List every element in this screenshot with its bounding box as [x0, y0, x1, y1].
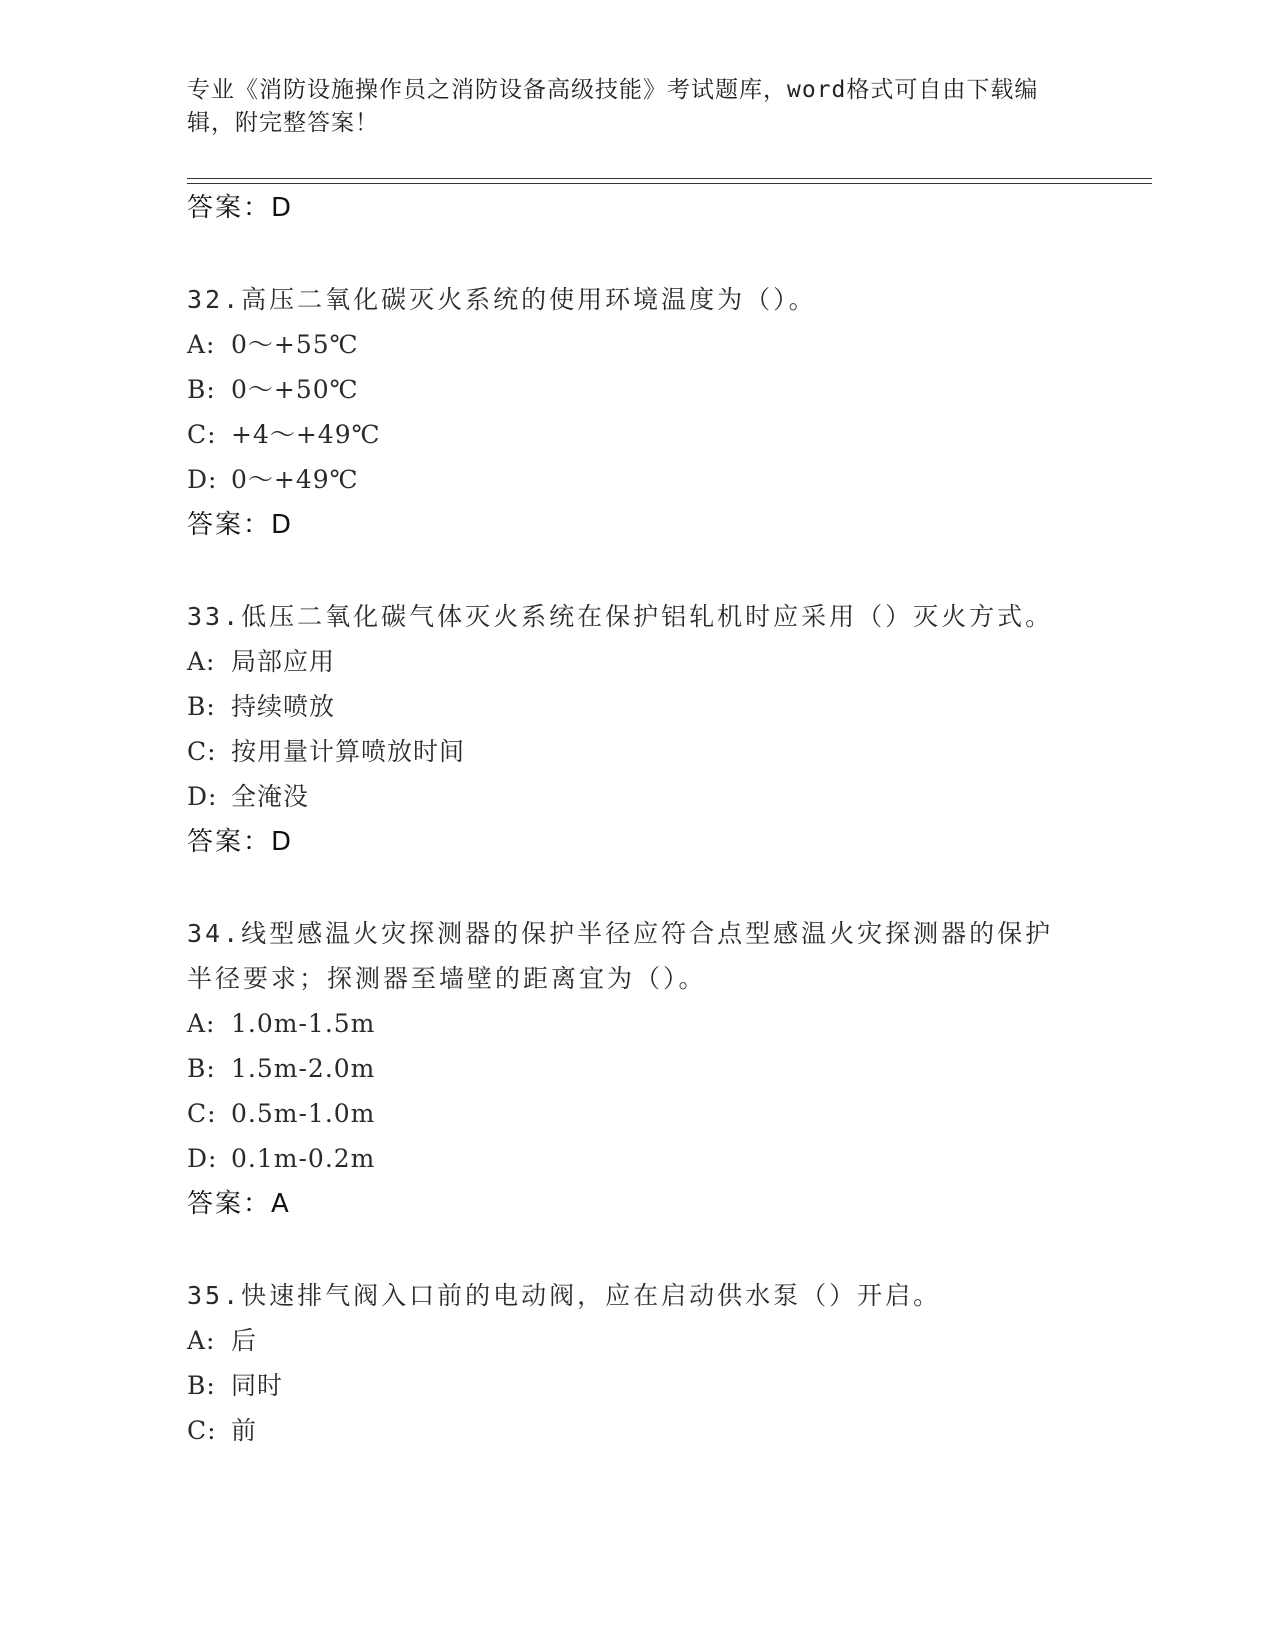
option-text: 0.1m-0.2m: [231, 1144, 376, 1173]
question-33-option-b: [187, 692, 335, 722]
option-text: 同时: [231, 1371, 284, 1400]
option-label: D:: [187, 782, 218, 811]
option-label: C:: [187, 1099, 217, 1128]
header-line-1: 专业《消防设施操作员之消防设备高级技能》考试题库，word格式可自由下载编: [187, 77, 1039, 103]
option-text: 0～+55℃: [231, 330, 359, 359]
question-34-option-b: [187, 1054, 375, 1084]
option-text: 0.5m-1.0m: [231, 1099, 376, 1128]
previous-answer: 答案：D: [187, 193, 294, 223]
header-divider-top: [187, 178, 1152, 179]
question-32-text: 32.高压二氧化碳灭火系统的使用环境温度为（）。: [187, 285, 817, 314]
question-35-option-a: [187, 1326, 257, 1356]
option-label: A:: [187, 1326, 216, 1355]
option-text: 前: [231, 1416, 258, 1445]
option-text: 后: [231, 1326, 258, 1355]
question-33-answer: 答案：D: [187, 827, 294, 857]
question-35-text: 35.快速排气阀入口前的电动阀，应在启动供水泵（）开启。: [187, 1281, 942, 1310]
question-35-option-c: [187, 1416, 257, 1446]
question-35-option-b: [187, 1371, 283, 1401]
question-32-option-c: [187, 420, 381, 450]
option-text: 0～+50℃: [231, 375, 359, 404]
option-label: C:: [187, 420, 217, 449]
option-label: B:: [187, 375, 216, 404]
option-label: D:: [187, 1144, 218, 1173]
question-33-option-a: [187, 647, 335, 677]
option-text: 1.5m-2.0m: [231, 1054, 376, 1083]
question-32-option-b: [187, 375, 359, 405]
header-divider-bottom: [187, 183, 1152, 184]
question-34-answer: 答案：A: [187, 1189, 291, 1219]
option-label: B:: [187, 692, 216, 721]
option-text: 全淹没: [231, 782, 310, 811]
option-label: A:: [187, 1009, 216, 1038]
option-text: 按用量计算喷放时间: [231, 737, 466, 766]
question-33-text: 33.低压二氧化碳气体灭火系统在保护铝轧机时应采用（）灭火方式。: [187, 602, 1054, 631]
option-text: 0～+49℃: [231, 465, 359, 494]
header-line-2: 辑，附完整答案！: [187, 110, 379, 136]
option-text: +4～+49℃: [231, 420, 381, 449]
question-34-option-d: [187, 1144, 375, 1174]
option-label: B:: [187, 1371, 216, 1400]
question-32-answer: 答案：D: [187, 510, 294, 540]
question-34-option-c: [187, 1099, 375, 1129]
question-33-option-c: [187, 737, 465, 767]
option-text: 局部应用: [231, 647, 336, 676]
option-label: C:: [187, 1416, 217, 1445]
question-32-option-a: [187, 330, 359, 360]
option-label: C:: [187, 737, 217, 766]
option-text: 持续喷放: [231, 692, 336, 721]
question-34-option-a: [187, 1009, 375, 1039]
option-label: D:: [187, 465, 218, 494]
option-text: 1.0m-1.5m: [231, 1009, 376, 1038]
option-label: B:: [187, 1054, 216, 1083]
option-label: A:: [187, 647, 216, 676]
option-label: A:: [187, 330, 216, 359]
question-34-text-line-2: 半径要求；探测器至墙壁的距离宜为（）。: [187, 964, 707, 993]
question-33-option-d: [187, 782, 309, 812]
question-34-text-line-1: 34.线型感温火灾探测器的保护半径应符合点型感温火灾探测器的保护: [187, 919, 1054, 948]
question-32-option-d: [187, 465, 359, 495]
document-header: [187, 74, 1067, 140]
